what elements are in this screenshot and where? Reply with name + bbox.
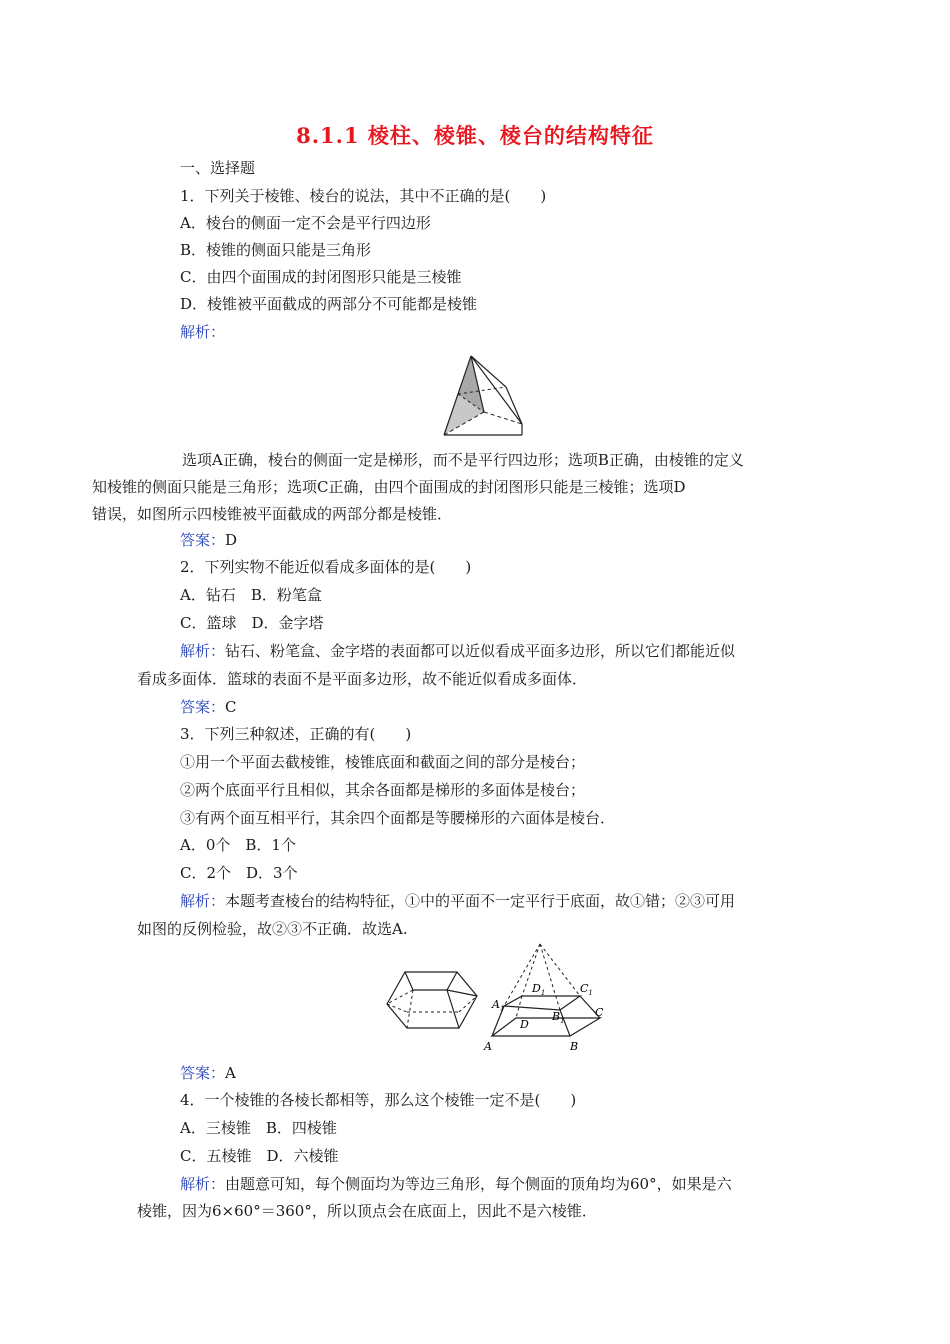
pyramid-cut-figure (436, 352, 536, 442)
q1-analysis-label: 解析： (180, 323, 226, 341)
q1-stem: 1．下列关于棱锥、棱台的说法，其中不正确的是( ) (180, 187, 547, 205)
frustum-figure (482, 940, 617, 1058)
q1-option-c: C．由四个面围成的封闭图形只能是三棱锥 (180, 268, 462, 286)
q4-options-ab: A．三棱锥 B．四棱锥 (180, 1119, 337, 1137)
q1-explanation-line-3: 错误，如图所示四棱锥被平面截成的两部分都是棱锥． (92, 505, 453, 523)
q3-options-ab: A．0个 B．1个 (180, 836, 296, 854)
q2-options-cd: C．篮球 D．金字塔 (180, 614, 324, 632)
q3-options-cd: C．2个 D．3个 (180, 864, 298, 882)
q1-option-d: D．棱锥被平面截成的两部分不可能都是棱锥 (180, 295, 478, 313)
q3-statement-1: ①用一个平面去截棱锥，棱锥底面和截面之间的部分是棱台； (180, 753, 586, 771)
q4-explanation-line-1 (180, 1174, 732, 1194)
q1-answer-value: D (225, 531, 238, 549)
q1-option-a: A．棱台的侧面一定不会是平行四边形 (180, 214, 431, 232)
q3-stem: 3．下列三种叙述，正确的有( ) (180, 725, 412, 743)
q3-answer-value: A (225, 1064, 236, 1082)
q2-explanation-line-2: 看成多面体．篮球的表面不是平面多边形，故不能近似看成多面体． (137, 670, 588, 688)
q3-statement-2: ②两个底面平行且相似，其余各面都是梯形的多面体是棱台； (180, 781, 586, 799)
q2-analysis-label: 解析： (180, 642, 226, 660)
q1-explanation (92, 447, 815, 528)
q2-stem: 2．下列实物不能近似看成多面体的是( ) (180, 558, 472, 576)
label-d: D (520, 1018, 529, 1031)
q2-explanation-line-1 (180, 641, 735, 661)
q3-explanation-first: 本题考查棱台的结构特征，①中的平面不一定平行于底面，故①错；②③可用 (225, 892, 736, 910)
q4-explanation-line-2: 棱锥，因为6×60°＝360°，所以顶点会在底面上，因此不是六棱锥． (137, 1202, 597, 1220)
label-a: A (484, 1040, 492, 1053)
q4-explanation-first: 由题意可知，每个侧面均为等边三角形，每个侧面的顶角均为60°，如果是六 (225, 1175, 732, 1193)
q3-statement-3: ③有两个面互相平行，其余四个面都是等腰梯形的六面体是棱台． (180, 809, 616, 827)
label-a1: $A_1$ (492, 998, 505, 1013)
q3-explanation-line-2: 如图的反例检验，故②③不正确．故选A. (137, 920, 408, 938)
q2-answer-label: 答案： (180, 698, 226, 716)
label-c1: $C_1$ (580, 982, 593, 997)
q4-options-cd: C．五棱锥 D．六棱锥 (180, 1147, 339, 1165)
q3-answer-label: 答案： (180, 1064, 226, 1082)
q4-stem: 4．一个棱锥的各棱长都相等，那么这个棱锥一定不是( ) (180, 1091, 577, 1109)
hexahedron-figure (383, 966, 483, 1046)
q3-explanation-line-1 (180, 891, 735, 911)
label-b: B (570, 1040, 579, 1053)
label-c: C (595, 1006, 604, 1019)
label-b1: $B_1$ (552, 1010, 565, 1025)
q2-options-ab: A．钻石 B．粉笔盒 (180, 586, 322, 604)
q1-explanation-line-2: 知棱锥的侧面只能是三角形；选项C正确，由四个面围成的封闭图形只能是三棱锥；选项D (92, 478, 686, 496)
q1-explanation-line-1: 选项A正确，棱台的侧面一定是梯形，而不是平行四边形；选项B正确，由棱锥的定义 (182, 451, 744, 469)
q3-analysis-label: 解析： (180, 892, 226, 910)
q1-answer (180, 530, 237, 550)
q1-answer-label: 答案： (180, 531, 226, 549)
page-title: 8.1.1 棱柱、棱锥、棱台的结构特征 (296, 123, 654, 148)
q2-answer-value: C (225, 698, 237, 716)
q2-answer (180, 697, 237, 717)
q4-analysis-label: 解析： (180, 1175, 226, 1193)
q2-explanation-first: 钻石、粉笔盒、金字塔的表面都可以近似看成平面多边形，所以它们都能近似 (225, 642, 736, 660)
label-d1: $D_1$ (532, 982, 546, 997)
q1-option-b: B．棱锥的侧面只能是三角形 (180, 241, 372, 259)
section-heading: 一、选择题 (180, 159, 256, 177)
q3-answer (180, 1063, 236, 1083)
